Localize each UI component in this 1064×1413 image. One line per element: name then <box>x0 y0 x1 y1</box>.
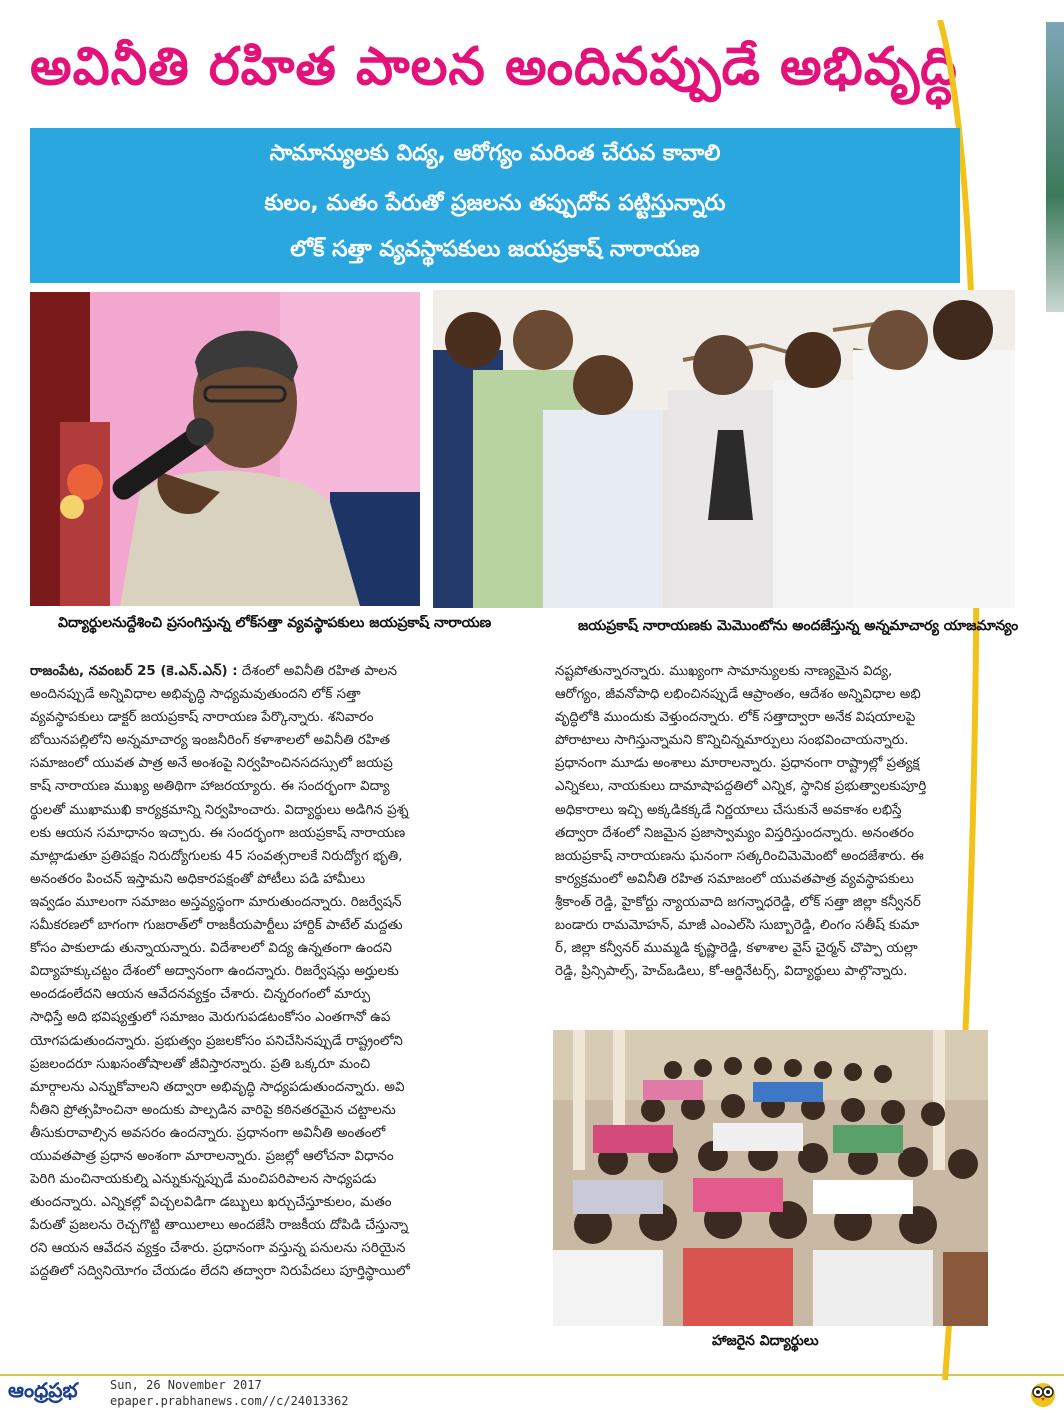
text-line: తుందన్నారు. ఎన్నికల్లో విచ్చలవిడిగా డబ్బులు ఖర్చుచేస్తూకులం, మతం <box>30 1195 392 1211</box>
text-line: సాధిస్తే అది భవిష్యత్తులో సమాజం మెరుగుపడటంకోసం ఎంతగానో ఉప <box>30 1010 391 1026</box>
text-line: వ్యవస్థాపకులు డాక్టర్ జయప్రకాష్ నారాయణ పేర్కొన్నారు. శనివారం <box>30 710 374 726</box>
dateline: రాజంపేట, నవంబర్ 25 (కె.ఎన్.ఎన్) : <box>30 664 238 679</box>
speaker-photo <box>30 292 420 606</box>
text-line: పెరిగి మంచినాయకుల్ని ఎన్నుకున్నప్పుడే మంచిపరిపాలన సాధ్యపడు <box>30 1172 377 1188</box>
text-line: విద్యాహక్కుచట్టం దేశంలో అద్వానంగా ఉందన్నారు. రిజర్వేషన్లు అర్హులకు <box>30 964 399 980</box>
text-line: రెడ్డి, ప్రిన్సిపాల్స్, హెచ్ఒడిలు, కో-ఆర్డినేటర్స్, విద్యార్థులు పాల్గొన్నారు. <box>555 964 908 980</box>
article-right-column <box>555 660 980 983</box>
text-line: ర్థులతో ముఖాముఖి కార్యక్రమాన్ని నిర్వహించారు. విద్యార్థులు అడిగిన ప్రశ్న <box>30 802 409 818</box>
text-line: మార్గాలను ఎన్నుకోవాలని తద్వారా అభివృద్ధి సాధ్యపడుతుందన్నారు. అవి <box>30 1079 405 1095</box>
subheadline-1: సామాన్యులకు విద్య, ఆరోగ్యం మరింత చేరువ కావాలి <box>269 141 721 166</box>
caption-speaker-photo: విద్యార్థులనుద్దేశించి ప్రసంగిస్తున్న లోక్‌సత్తా వ్యవస్థాపకులు జయప్రకాష్ నారాయణ <box>58 615 492 631</box>
text-line: ప్రజలందరూ సుఖసంతోషాలతో జీవిస్తారన్నారు. ప్రతి ఒక్కరూ మంచి <box>30 1056 371 1072</box>
text-line: పద్దతిలో సద్వినియోగం చేయడం లేదని తద్వారా నిరుపేదలు పూర్తిస్థాయిలో <box>30 1264 410 1280</box>
footer-divider <box>0 1374 1064 1376</box>
text-line: యువతపాత్ర ప్రధాన అంశంగా మారాలన్నారు. ప్రజల్లో ఆలోచనా విధానం <box>30 1148 394 1164</box>
text-line: ర్, జిల్లా కన్వీనర్ ముమ్మడి కృష్ణారెడ్డి, కళాశాల వైస్ చైర్మన్ చొప్పా యల్లా <box>555 941 918 957</box>
publication-logo: ఆంధ్రప్రభ <box>8 1378 78 1402</box>
text-line: పోరాటాలు సాగిస్తున్నామని కొన్నిచిన్నమార్పులు సంభవించాయన్నారు. <box>555 733 909 749</box>
text-line: ప్రధానంగా మూడు అంశాలు మారాలన్నారు. ప్రధానంగా రాష్ట్రాల్లో ప్రత్యక్ష <box>555 756 920 772</box>
text-line: తద్వారా దేశంలో నిజమైన ప్రజాస్వామ్యం విస్తరిస్తుందన్నారు. అనంతరం <box>555 825 914 841</box>
text-line: కాష్ నారాయణ ముఖ్య అతిథిగా హాజరయ్యారు. ఈ సందర్భంగా విద్యా <box>30 779 390 795</box>
text-line: నష్టపోతున్నారన్నారు. ముఖ్యంగా సామాన్యులకు నాణ్యమైన విద్య, <box>555 664 893 679</box>
text-line: తీసుకురావాల్సిన అవసరం ఉందన్నారు. ప్రధానంగా అవినీతి అంతంలో <box>30 1125 386 1141</box>
text-line: అనంతరం పించన్ ఇస్తామని అధికారపక్షంతో పోటీలు పడి హామీలు <box>30 871 366 887</box>
text-line: యోగపడుతుందన్నారు. ప్రభుత్వం ప్రజలకోసం పనిచేసినప్పుడే రాష్ట్రంలోని <box>30 1033 403 1049</box>
text-line: జయప్రకాష్ నారాయణను ఘనంగా సత్కరించిమెమెంటో అందజేశారు. ఈ <box>555 848 924 864</box>
text-line: బోయినపల్లిలోని అన్నమాచార్య ఇంజనీరింగ్ కళాశాలలో అవినీతి రహిత <box>30 733 391 749</box>
memento-photo <box>433 290 1015 608</box>
text-line: మాట్లాడుతూ ప్రతిపక్షం నిరుద్యోగులకు 45 సంవత్సరాలకే నిరుద్యోగ భృతి, <box>30 848 403 864</box>
text-line: అందినప్పుడే అన్నివిధాల అభివృద్ధి సాధ్యమవుతుందని లోక్ సత్తా <box>30 687 361 703</box>
text-line: ఆరోగ్యం, జీవనోపాధి లభించినప్పుడే ఆప్రాంతం, ఆదేశం అన్నివిధాల అభి <box>555 687 921 703</box>
text-line: ఎన్నికలు, నాయకులు దామాషాపద్దతిలో ఎన్నిక, స్థానిక ప్రభుత్వాలకుపూర్తి <box>555 779 927 795</box>
text-line: సమీకరణలో బాగంగా గుజరాత్‌లో రాజకీయపార్టీలు హార్దిక్ పాటేల్ మద్దతు <box>30 918 403 934</box>
text-line: లకు ఆయన సమాధానం ఇచ్చారు. ఈ సందర్భంగా జయప్రకాష్ నారాయణ <box>30 825 406 841</box>
text-line: ఇవ్వడం మూలంగా సమాజం అస్తవ్యస్థంగా మారుతుందన్నారు. రిజర్వేషన్ <box>30 894 402 910</box>
text-line: శ్రీకాంత్ రెడ్డి, హైకోర్టు న్యాయవాది జగన్నాధరెడ్డి, లోక్ సత్తా జిల్లా కన్వీనర్ <box>555 894 921 910</box>
adjacent-article-photo-edge <box>1046 22 1064 312</box>
headline: అవినీతి రహిత పాలన అందినప్పుడే అభివృద్ధి <box>30 37 958 97</box>
text-line: రని ఆయన ఆవేదన వ్యక్తం చేశారు. ప్రధానంగా వస్తున్న పనులను సరియైన <box>30 1241 406 1257</box>
caption-audience-photo: హాజరైన విద్యార్థులు <box>712 1333 819 1349</box>
text-line: బండారు రామమోహన్, మాజీ ఎంఎల్‌సి సుబ్బారెడ్డి, లింగం సతీష్ కుమా <box>555 918 920 934</box>
subheadline-3: లోక్ సత్తా వ్యవస్థాపకులు జయప్రకాష్ నారాయణ <box>290 237 700 262</box>
caption-memento-photo: జయప్రకాష్ నారాయణకు మెమొంటోను అందజేస్తున్న అన్నమాచార్య యాజమాన్యం <box>578 618 1019 634</box>
article-left-column <box>30 660 540 1284</box>
subheadline-box <box>30 128 960 283</box>
text-line: రాజంపేట, నవంబర్ 25 (కె.ఎన్.ఎన్) : దేశంలో అవినీతి రహిత పాలన <box>30 664 398 679</box>
text-line: నీతిని ప్రోత్సహించినా అందుకు పాల్పడిన వారిపై కఠినతరమైన చట్టాలను <box>30 1102 396 1118</box>
text-line: అధికారాలు ఇచ్చి అక్కడికక్కడే నిర్ణయాలు చేసుకునే అవకాశం లభిస్తే <box>555 802 902 818</box>
text-line: వృద్ధిలోకి ముందుకు వెళ్తుందన్నారు. లోక్ సత్తాద్వారా అనేక విషయాలపై <box>555 710 916 726</box>
text-line: పేరుతో ప్రజలను రెచ్చగొట్టి తాయిలాలు అందజేసి రాజకీయ దోపిడి చేస్తున్నా <box>30 1218 409 1234</box>
text-line: కోసం పాకులాడు తున్నాయన్నారు. విదేశాలలో విద్య ఉన్నతంగా ఉందని <box>30 941 392 957</box>
owl-mascot-icon <box>1028 1378 1058 1408</box>
footer-url[interactable]: epaper.prabhanews.com//c/24013362 <box>110 1394 349 1408</box>
text-line: అందడంలేదని ఆయన ఆవేదనవ్యక్తం చేశారు. చిన్నరంగంలో మార్పు <box>30 987 371 1003</box>
subheadline-2: కులం, మతం పేరుతో ప్రజలను తప్పుదోవ పట్టిస్తున్నారు <box>264 191 726 216</box>
text-line: సమాజంలో యువత పాత్ర అనే అంశంపై నిర్వహించినసదస్సులో జయప్ర <box>30 756 393 772</box>
audience-photo <box>553 1030 988 1326</box>
footer-date: Sun, 26 November 2017 <box>110 1378 262 1392</box>
text-line: కార్యక్రమంలో అవినీతి రహిత సమాజంలో యువతపాత్ర వ్యవస్థాపకులు <box>555 871 914 887</box>
